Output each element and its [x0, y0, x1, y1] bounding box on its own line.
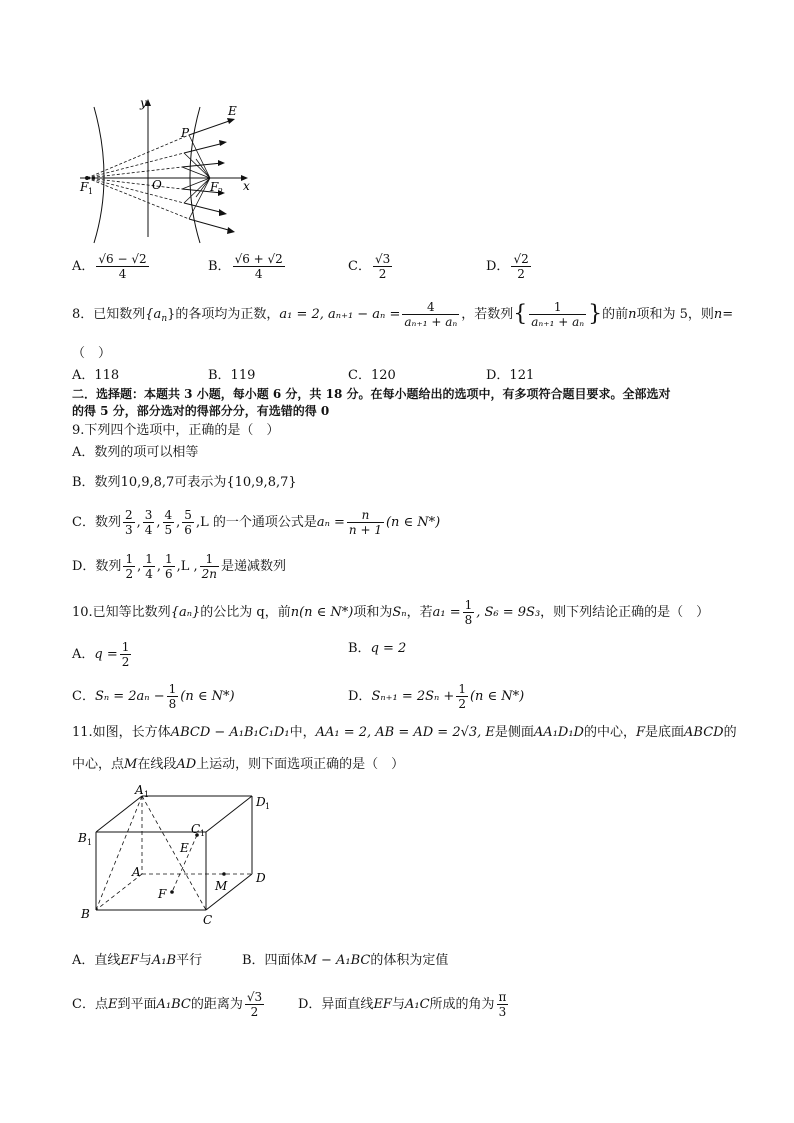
- q10-stem: 10.已知等比数列{aₙ}的公比为 q，前n(n ∈ N*)项和为Sₙ，若a₁ = $\frac{1}{8}$ , S₆ = 9S₃，则下列结论正确的是（ ）: [72, 598, 710, 627]
- focus-f2-sub: 2: [218, 187, 224, 196]
- point-e-label: E: [180, 841, 189, 855]
- vertex-c1-label: C: [191, 822, 201, 836]
- q11-option-d: D．异面直线EF与A₁C所成的角为 $\frac{\pi}{3}$: [298, 990, 507, 1019]
- q10-option-b: B．q = 2: [348, 641, 407, 656]
- q8-option-d: D．121: [486, 368, 535, 383]
- q8-option-a: A．118: [72, 368, 120, 383]
- q7-option-a: A． $\frac{√6 - √2}{4}$: [72, 252, 147, 281]
- q11-stem-line2: 中心，点M在线段AD上运动，则下面选项正确的是（ ）: [72, 757, 405, 772]
- vertex-c-label: C: [203, 913, 213, 927]
- q9-option-b: B．数列10,9,8,7可表示为{10,9,8,7}: [72, 475, 297, 490]
- hyperbola-figure: [72, 95, 262, 245]
- vertex-b1-label: B: [78, 831, 87, 845]
- point-f-label: F: [158, 887, 167, 901]
- vertex-b1-sub: 1: [87, 838, 93, 847]
- q9-option-d: D．数列 $\frac{1}{2}$ , $\frac{1}{4}$ , $\frac{1}{6}$ ,L , $\frac{1}{2n}$ 是递减数列: [72, 552, 287, 581]
- q11-option-c: C．点E到平面A₁BC的距离为 $\frac{√3}{2}$: [72, 990, 263, 1019]
- q9-option-c: C．数列 $\frac{2}{3}$ , $\frac{3}{4}$ , $\frac{4}{5}$ , $\frac{5}{6}$ ,L 的一个通项公式是aₙ = $\frac{n}{n + 1}$ (n ∈ N*): [72, 508, 441, 537]
- q8-option-c: C．120: [348, 368, 396, 383]
- q11-stem-line1: 11.如图，长方体ABCD − A₁B₁C₁D₁中，AA₁ = 2, AB = AD = 2√3, E是侧面AA₁D₁D的中心，F是底面ABCD的: [72, 725, 737, 740]
- vertex-d1-sub: 1: [265, 802, 271, 811]
- point-m-label: M: [215, 879, 228, 893]
- q11-option-b: B．四面体M − A₁BC的体积为定值: [242, 953, 449, 968]
- origin-label: O: [152, 178, 162, 192]
- section2-heading-line2: 的得 5 分，部分选对的得部分分，有选错的得 0: [72, 404, 330, 418]
- q10-option-a: A．q = $\frac{1}{2}$: [72, 640, 130, 669]
- vertex-a1-sub: 1: [144, 790, 150, 799]
- vertex-a1-label: A: [135, 783, 144, 797]
- cuboid-figure: [72, 782, 282, 927]
- point-e-label: E: [228, 104, 237, 118]
- vertex-a-label: A: [132, 865, 141, 879]
- focus-f1-sub: 1: [88, 187, 94, 196]
- vertex-d1-label: D: [256, 795, 266, 809]
- q9-stem: 9.下列四个选项中，正确的是（ ）: [72, 423, 280, 438]
- q8-paren: （ ）: [72, 346, 112, 361]
- q8-stem: 8．已知数列$\{a_n\}$的各项均为正数，a₁ = 2, aₙ₊₁ − aₙ = $\frac{4}{\text{aₙ₊₁ + aₙ}}$ ，若数列{ $\frac{1}{\text{aₙ₊₁ + aₙ}}$ }的前n项和为 5，则n=: [72, 300, 734, 329]
- q9-option-a: A．数列的项可以相等: [72, 445, 199, 460]
- point-p-label: P: [181, 126, 190, 140]
- q10-option-c: C．Sₙ = 2aₙ − $\frac{1}{8}$ (n ∈ N*): [72, 682, 235, 711]
- vertex-b-label: B: [81, 907, 90, 921]
- q7-option-c: C． $\frac{√3}{2}$: [348, 252, 391, 281]
- focus-f2-label: F: [210, 180, 219, 194]
- x-axis-label: x: [243, 179, 250, 193]
- q11-option-a: A．直线EF与A₁B平行: [72, 953, 203, 968]
- vertex-c1-sub: 1: [200, 829, 206, 838]
- y-axis-label: y: [140, 96, 147, 110]
- q8-option-b: B．119: [208, 368, 256, 383]
- q7-option-b: B． $\frac{√6 + √2}{4}$: [208, 252, 283, 281]
- vertex-d-label: D: [256, 871, 266, 885]
- q7-option-d: D． $\frac{√2}{2}$: [486, 252, 529, 281]
- q10-option-d: D．Sₙ₊₁ = 2Sₙ + $\frac{1}{2}$ (n ∈ N*): [348, 682, 525, 711]
- focus-f1-label: F: [80, 180, 89, 194]
- section2-heading-line1: 二．选择题：本题共 3 小题，每小题 6 分，共 18 分。在每小题给出的选项中，有多项符合题目要求。全部选对: [72, 387, 671, 401]
